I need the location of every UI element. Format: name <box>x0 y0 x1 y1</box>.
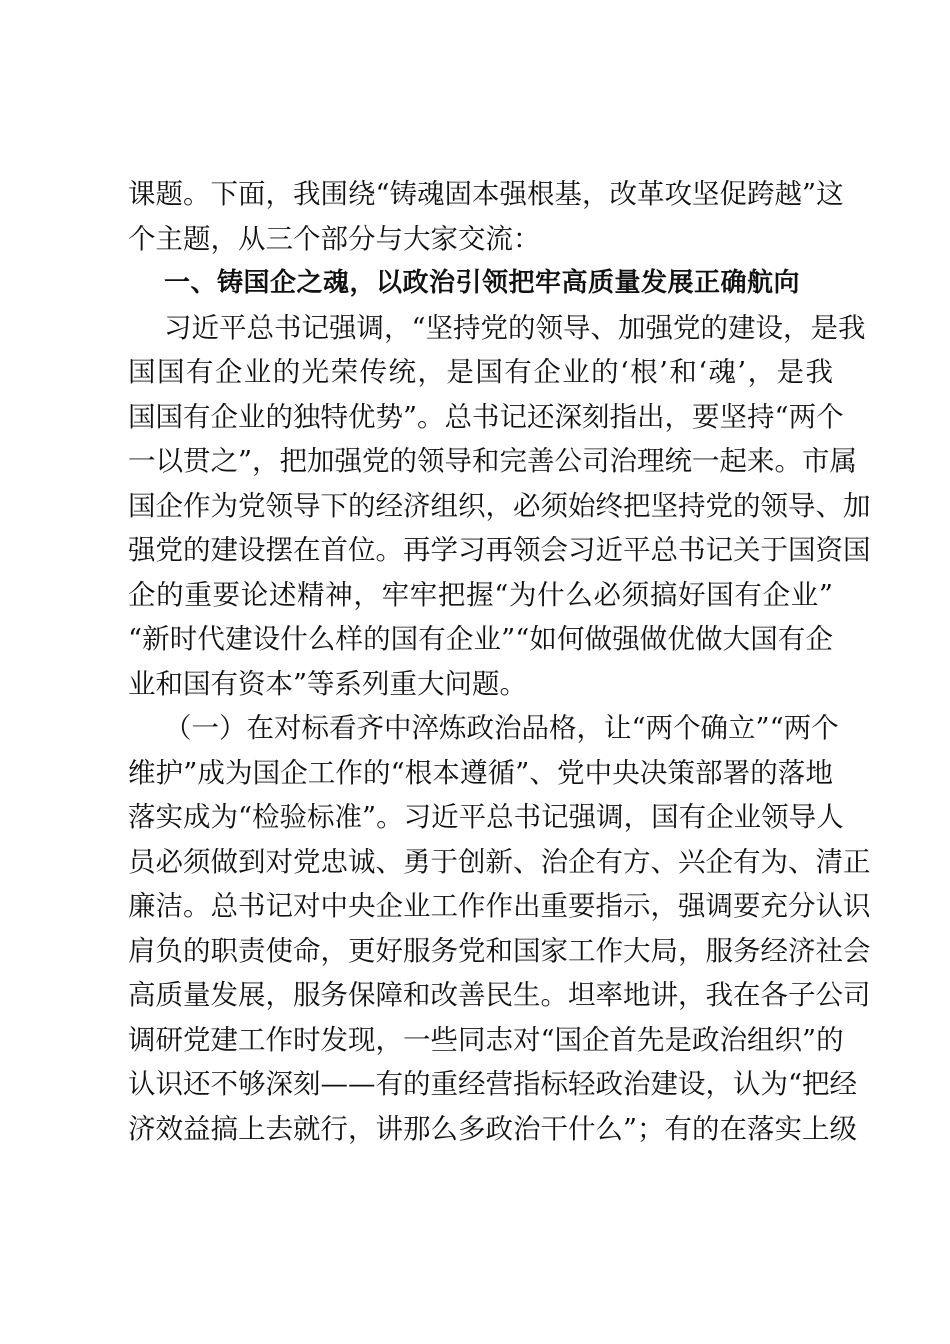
text-line: 高质量发展，服务保障和改善民生。坦率地讲，我在各子公司 <box>128 979 871 1011</box>
text-line: 业和国有资本”等系列重大问题。 <box>128 667 528 700</box>
text-line: “新时代建设什么样的国有企业”“如何做强做优做大国有企 <box>128 623 833 655</box>
text-line: 认识还不够深刻——有的重经营指标轻政治建设，认为“把经 <box>128 1068 858 1100</box>
text-line: 济效益搞上去就行，讲那么多政治干什么”；有的在落实上级 <box>128 1112 858 1145</box>
text-line: 企的重要论述精神，牢牢把握“为什么必须搞好国有企业” <box>128 578 833 611</box>
text-line: 国国有企业的光荣传统，是国有企业的‘根’和‘魂’，是我 <box>128 356 833 388</box>
text-line: 强党的建设摆在首位。再学习再领会习近平总书记关于国资国 <box>128 534 871 566</box>
text-line: 一以贯之”，把加强党的领导和完善公司治理统一起来。市属 <box>128 445 858 477</box>
text-line: 肩负的职责使命，更好服务党和国家工作大局，服务经济社会 <box>128 934 871 967</box>
text-line: 员必须做到对党忠诚、勇于创新、治企有方、兴企有为、清正 <box>128 845 871 878</box>
text-line: 国国有企业的独特优势”。总书记还深刻指出，要坚持“两个 <box>128 400 844 433</box>
text-line: 习近平总书记强调，“坚持党的领导、加强党的建设，是我 <box>164 311 866 344</box>
text-line: 廉洁。总书记对中央企业工作作出重要指示，强调要充分认识 <box>128 890 871 922</box>
text-line: 调研党建工作时发现，一些同志对“国企首先是政治组织”的 <box>128 1023 844 1056</box>
text-line: 课题。下面，我围绕“铸魂固本强根基，改革攻坚促跨越”这 <box>128 178 844 210</box>
text-line: 维护”成为国企工作的“根本遵循”、党中央决策部署的落地 <box>128 756 833 789</box>
text-line: 个主题，从三个部分与大家交流： <box>128 222 541 255</box>
document-body <box>128 172 871 1151</box>
subsection-line: （一）在对标看齐中淬炼政治品格，让“两个确立”“两个 <box>164 712 839 744</box>
text-line: 国企作为党领导下的经济组织，必须始终把坚持党的领导、加 <box>128 489 871 522</box>
text-line: 落实成为“检验标准”。习近平总书记强调，国有企业领导人 <box>128 801 844 833</box>
section-heading: 一、铸国企之魂，以政治引领把牢高质量发展正确航向 <box>164 268 801 298</box>
